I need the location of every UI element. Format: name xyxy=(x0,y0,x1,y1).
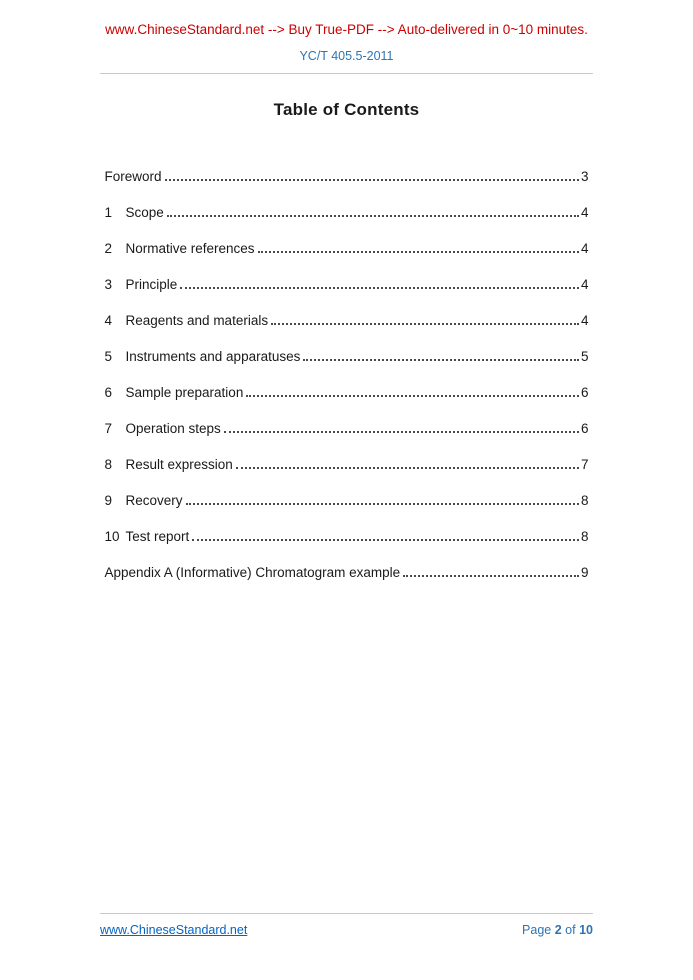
toc-entry-recovery[interactable] xyxy=(105,486,589,508)
toc-entry-reagents-materials[interactable] xyxy=(105,306,589,328)
toc-entry-number: 9 xyxy=(104,493,113,508)
toc-entry-number: 5 xyxy=(104,349,113,364)
dot-leader xyxy=(180,287,579,289)
toc-entry-foreword[interactable] xyxy=(105,162,589,184)
toc-entry-appendix-a[interactable] xyxy=(105,558,589,580)
toc-entry-number: 4 xyxy=(104,313,113,328)
toc-entry-normative-references[interactable] xyxy=(105,234,589,256)
page-footer xyxy=(100,913,593,937)
toc-entry-instruments-apparatuses[interactable] xyxy=(105,342,589,364)
toc-entry-label: Recovery xyxy=(125,493,183,508)
toc-entry-number: 10 xyxy=(104,529,120,544)
toc-entry-page: 4 xyxy=(580,205,589,220)
page-indicator xyxy=(522,923,593,937)
toc-entry-label: Instruments and apparatuses xyxy=(125,349,301,364)
toc-entry-page: 7 xyxy=(580,457,589,472)
toc-entry-scope[interactable] xyxy=(105,198,589,220)
toc-entry-label: Test report xyxy=(125,529,190,544)
toc-entry-number: 2 xyxy=(104,241,113,256)
toc-entry-page: 8 xyxy=(580,493,589,508)
toc-entry-label: Normative references xyxy=(125,241,255,256)
toc-entry-page: 4 xyxy=(580,241,589,256)
page-indicator-current: 2 xyxy=(554,923,562,937)
toc-entry-label: Principle xyxy=(125,277,178,292)
toc-entry-page: 5 xyxy=(580,349,589,364)
toc-entry-number: 1 xyxy=(104,205,113,220)
toc-entry-page: 4 xyxy=(580,313,589,328)
toc-entry-label: Sample preparation xyxy=(125,385,244,400)
toc-entry-page: 8 xyxy=(580,529,589,544)
standard-code: YC/T 405.5-2011 xyxy=(299,49,394,63)
toc-entry-page: 9 xyxy=(580,565,589,580)
toc-entry-number: 6 xyxy=(104,385,113,400)
toc-entry-page: 4 xyxy=(580,277,589,292)
toc-entry-label: Foreword xyxy=(104,169,162,184)
toc-entry-page: 3 xyxy=(580,169,589,184)
toc-entry-sample-preparation[interactable] xyxy=(105,378,589,400)
toc-entry-page: 6 xyxy=(580,385,589,400)
dot-leader xyxy=(224,431,579,433)
page-indicator-prefix: Page xyxy=(522,923,552,937)
toc-entry-label: Scope xyxy=(125,205,164,220)
dot-leader xyxy=(165,179,579,181)
dot-leader xyxy=(303,359,579,361)
toc-entry-page: 6 xyxy=(580,421,589,436)
header-divider xyxy=(100,73,593,74)
toc-entry-principle[interactable] xyxy=(105,270,589,292)
footer-link[interactable]: www.ChineseStandard.net xyxy=(100,923,248,937)
dot-leader xyxy=(192,539,579,541)
page-indicator-of: of xyxy=(565,923,576,937)
toc-entry-result-expression[interactable] xyxy=(105,450,589,472)
dot-leader xyxy=(271,323,579,325)
dot-leader xyxy=(167,215,579,217)
toc-entry-number: 7 xyxy=(104,421,113,436)
toc-entry-label: Reagents and materials xyxy=(125,313,269,328)
toc-entry-operation-steps[interactable] xyxy=(105,414,589,436)
page-title: Table of Contents xyxy=(273,100,420,119)
toc-entry-number: 8 xyxy=(104,457,113,472)
page-indicator-total: 10 xyxy=(579,923,593,937)
dot-leader xyxy=(403,575,579,577)
toc-entry-label: Appendix A (Informative) Chromatogram example xyxy=(104,565,401,580)
toc-entry-test-report[interactable] xyxy=(105,522,589,544)
toc-entry-label: Result expression xyxy=(125,457,233,472)
dot-leader xyxy=(246,395,579,397)
toc-entry-label: Operation steps xyxy=(125,421,221,436)
promo-banner: www.ChineseStandard.net --> Buy True-PDF --> Auto-delivered in 0~10 minutes. xyxy=(105,22,588,37)
footer-divider xyxy=(100,913,593,914)
dot-leader xyxy=(258,251,579,253)
table-of-contents xyxy=(105,162,589,580)
dot-leader xyxy=(236,467,579,469)
dot-leader xyxy=(186,503,579,505)
toc-entry-number: 3 xyxy=(104,277,113,292)
